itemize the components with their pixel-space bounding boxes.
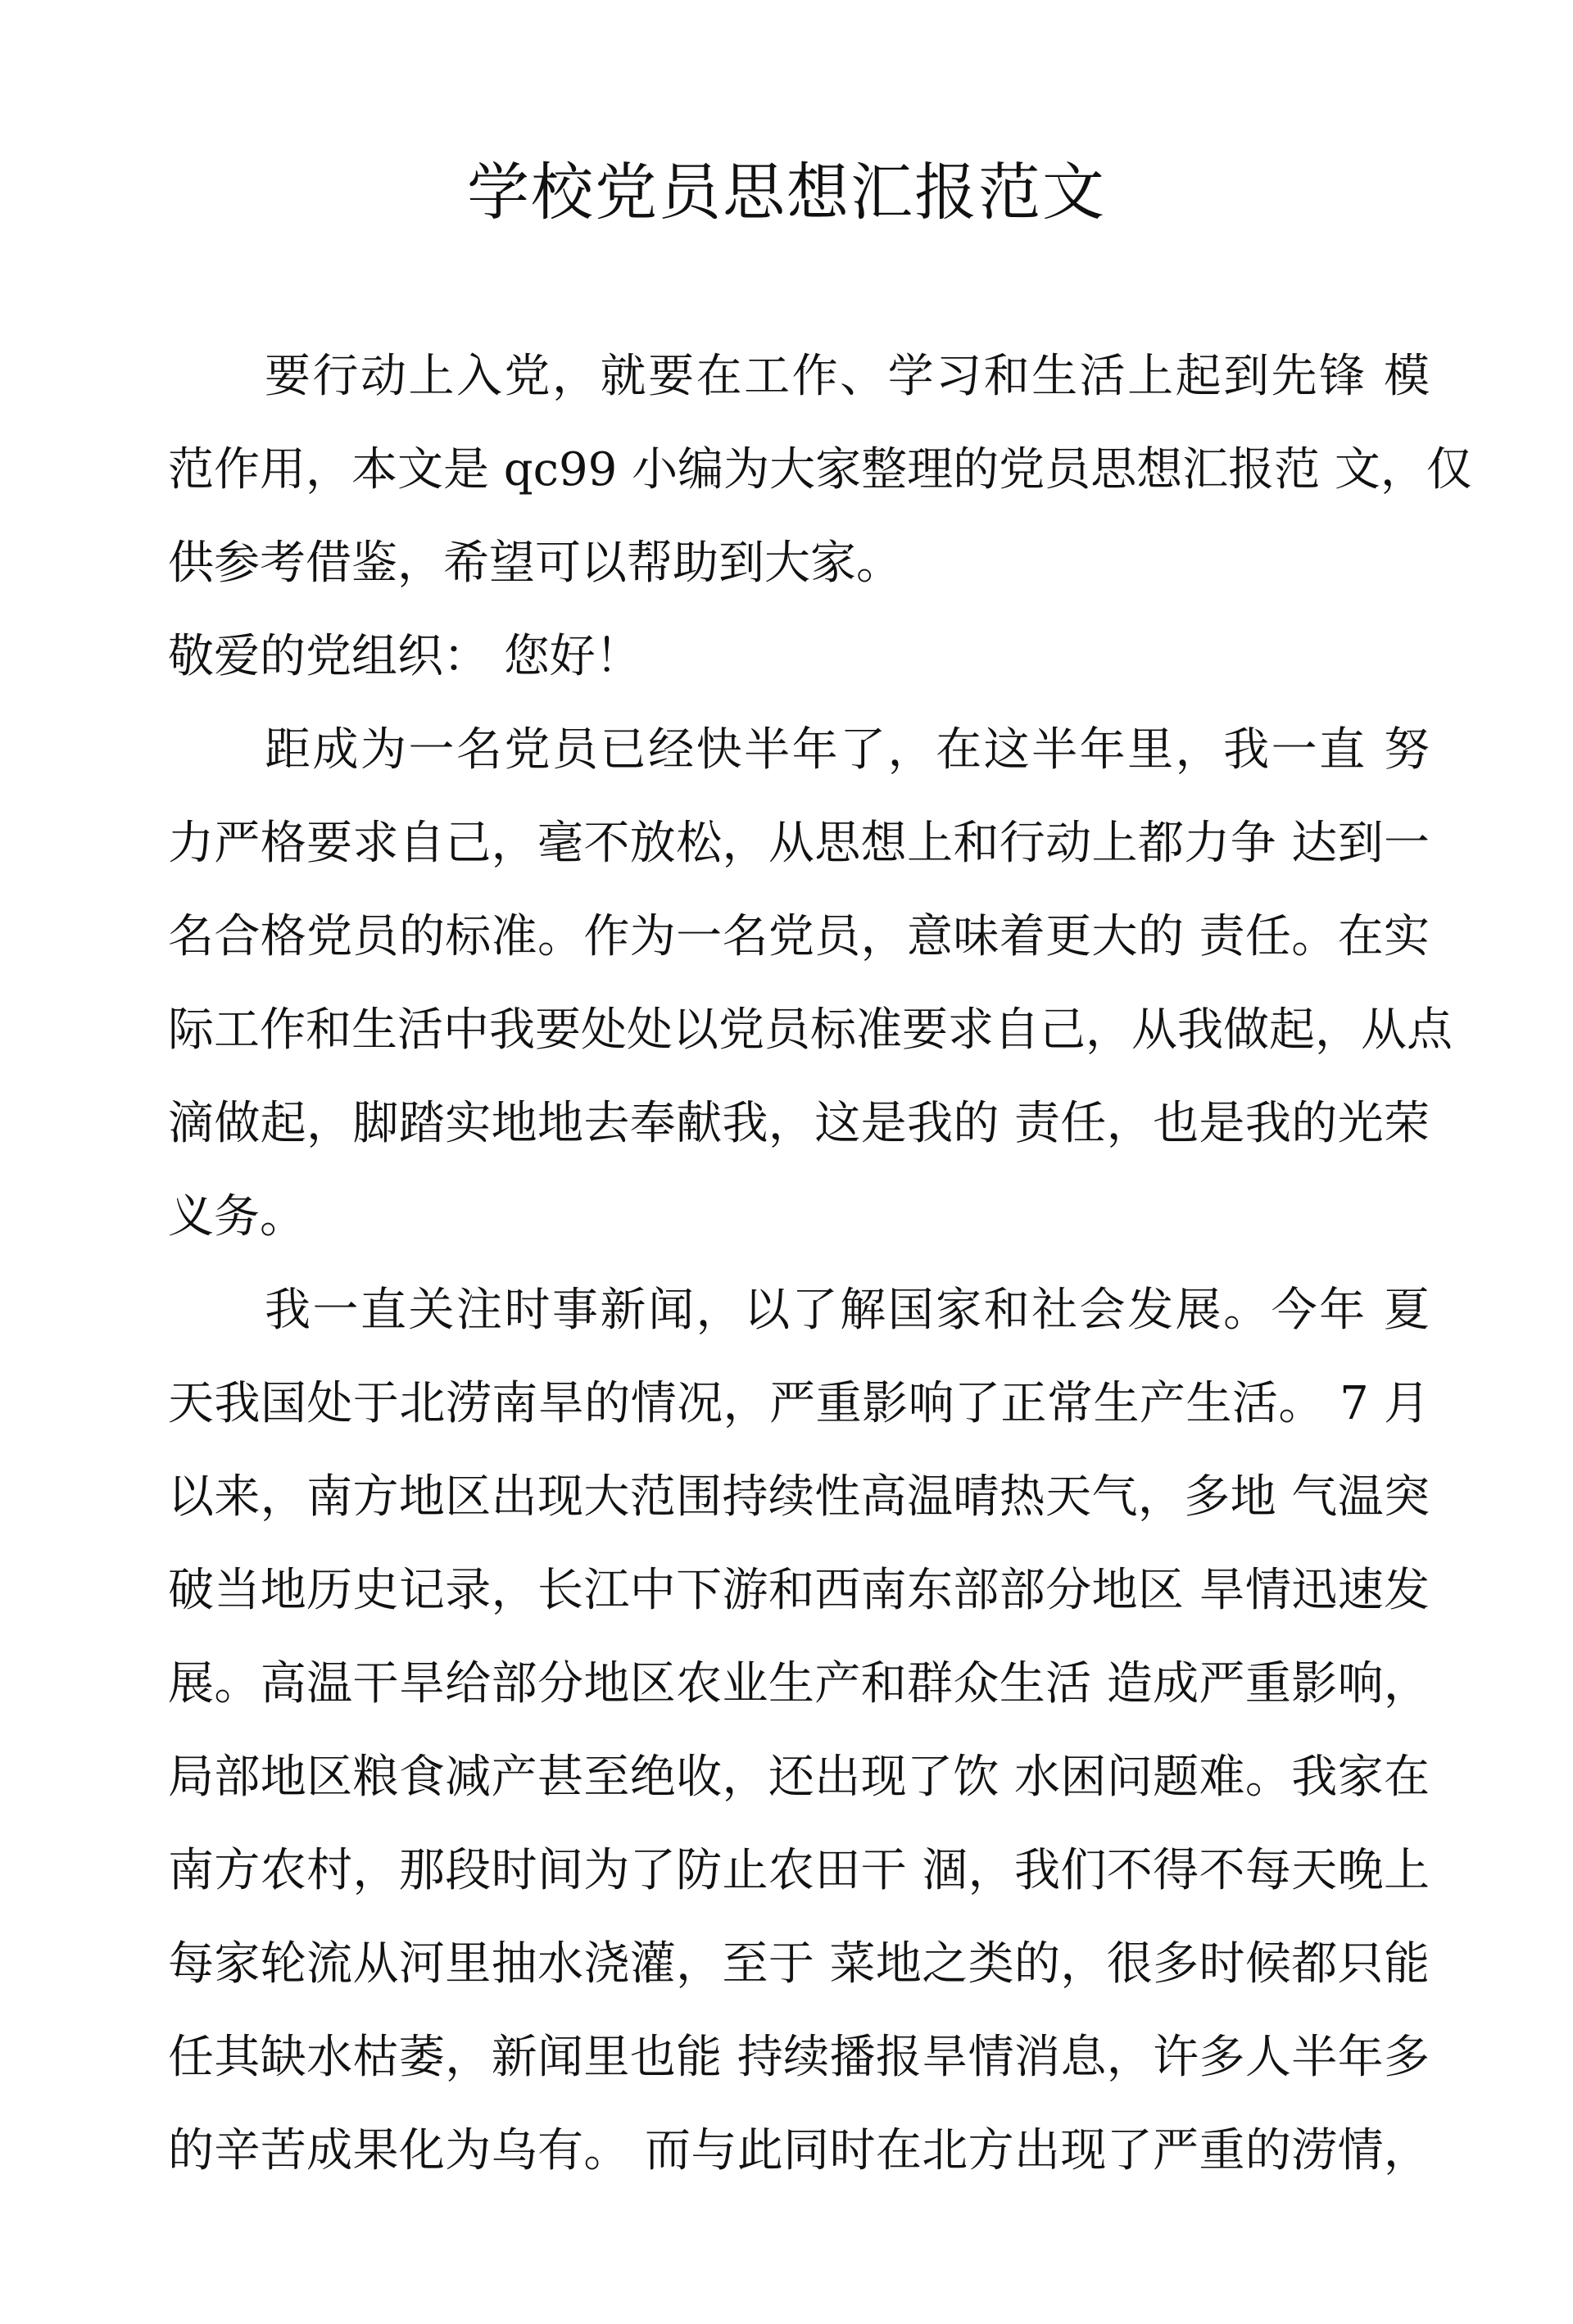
salutation-line: 敬爱的党组织： 您好！ xyxy=(168,630,641,683)
paragraph-line: 每家轮流从河里抽水浇灌，至于 菜地之类的，很多时候都只能 xyxy=(168,1937,1430,1991)
paragraph-line: 南方农村，那段时间为了防止农田干 涸，我们不得不每天晚上 xyxy=(168,1844,1430,1897)
paragraph-line: 要行动上入党，就要在工作、学习和生活上起到先锋 模 xyxy=(265,350,1430,403)
paragraph-line: 供参考借鉴，希望可以帮助到大家。 xyxy=(168,537,902,590)
paragraph-line: 任其缺水枯萎，新闻里也能 持续播报旱情消息，许多人半年多 xyxy=(168,2031,1430,2084)
document-title: 学校党员思想汇报范文 xyxy=(467,156,1106,229)
paragraph-line: 名合格党员的标准。作为一名党员，意味着更大的 责任。在实 xyxy=(168,910,1430,963)
paragraph-line: 的辛苦成果化为乌有。 而与此同时在北方出现了严重的涝情， xyxy=(168,2124,1430,2177)
paragraph-line: 局部地区粮食减产甚至绝收，还出现了饮 水困问题难。我家在 xyxy=(168,1751,1430,1804)
paragraph-line: 展。高温干旱给部分地区农业生产和群众生活 造成严重影响， xyxy=(168,1657,1430,1710)
paragraph-line: 范作用，本文是 qc99 小编为大家整理的党员思想汇报范 文，仅 xyxy=(168,443,1472,496)
paragraph-line: 以来，南方地区出现大范围持续性高温晴热天气，多地 气温突 xyxy=(168,1470,1430,1524)
paragraph-line: 我一直关注时事新闻，以了解国家和社会发展。今年 夏 xyxy=(265,1284,1430,1337)
paragraph-line: 义务。 xyxy=(168,1190,306,1244)
document-body xyxy=(168,330,1472,2198)
paragraph-line: 天我国处于北涝南旱的情况，严重影响了正常生产生活。 7 月 xyxy=(168,1377,1430,1430)
paragraph-line: 滴做起，脚踏实地地去奉献我，这是我的 责任，也是我的光荣 xyxy=(168,1097,1430,1150)
paragraph-line: 距成为一名党员已经快半年了，在这半年里，我一直 努 xyxy=(265,723,1430,777)
paragraph-line: 际工作和生活中我要处处以党员标准要求自己，从我做起，从点 xyxy=(168,1003,1453,1057)
paragraph-line: 力严格要求自己，毫不放松，从思想上和行动上都力争 达到一 xyxy=(168,817,1430,870)
paragraph-line: 破当地历史记录，长江中下游和西南东部部分地区 旱情迅速发 xyxy=(168,1564,1430,1617)
